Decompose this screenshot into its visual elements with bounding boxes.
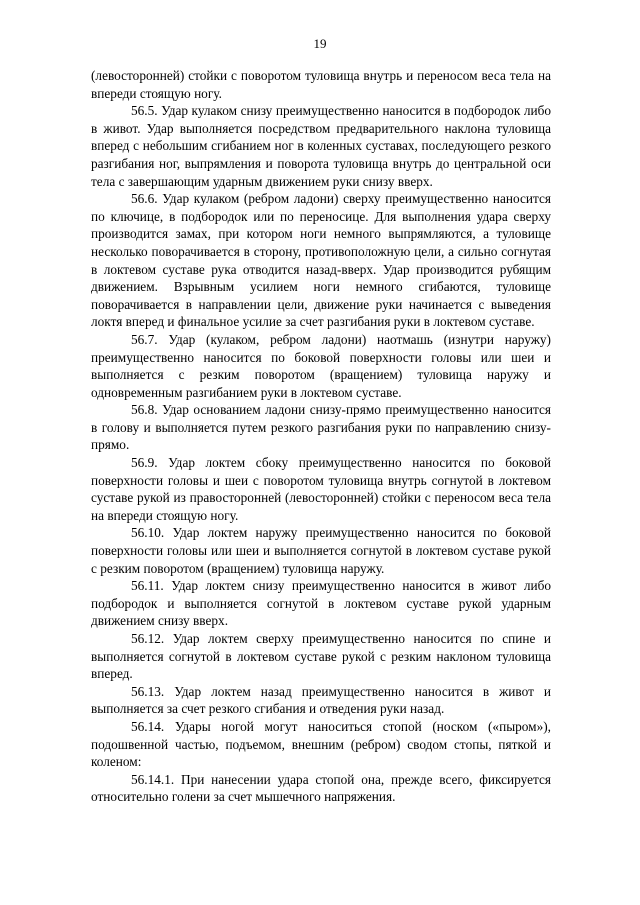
page-number: 19 <box>313 36 327 51</box>
paragraph-56-10: 56.10. Удар локтем наружу преимущественно наносится по боковой поверхности головы или шеи и выполняется согнутой в локтевом суставе рукой с резким поворотом (вращением) туловища наружу. <box>91 525 551 576</box>
paragraph-56-6: 56.6. Удар кулаком (ребром ладони) сверху преимущественно наносится по ключице, в подбородок или по переносице. Для выполнения удара сверху производится замах, при котором ноги немного выпрямляются, а туловище несколько поворачивается в сторону, противоположную цели, а сильно согнутая в локтевом суставе рука отводится назад-вверх. Удар производится рубящим движением. Взрывным усилием ноги немного сгибаются, туловище поворачивается в направлении цели, движение руки начинается с выведения локтя вперед и финальное усилие за счет разгибания руки в локтевом суставе. <box>91 191 551 330</box>
paragraph-56-14: 56.14. Удары ногой могут наноситься стопой (носком («пыром»), подошвенной частью, подъемом, внешним (ребром) сводом стопы, пяткой и коленом: <box>91 718 551 770</box>
paragraph-56-8: 56.8. Удар основанием ладони снизу-прямо преимущественно наносится в голову и выполняется путем резкого разгибания руки по направлению снизу-прямо. <box>91 402 551 453</box>
paragraph-56-7: 56.7. Удар (кулаком, ребром ладони) наотмашь (изнутри наружу) преимущественно наносится по боковой поверхности головы или шеи и выполняется с резким поворотом (вращением) туловища наружу и одновременным разгибанием руки в локтевом суставе. <box>91 331 551 400</box>
paragraph-56-12: 56.12. Удар локтем сверху преимущественно наносится по спине и выполняется согнутой в локтевом суставе рукой с резким наклоном туловища вперед. <box>91 631 551 682</box>
paragraph-continuation: (левосторонней) стойки с поворотом туловища внутрь и переносом веса тела на впереди стоящую ногу. <box>91 68 551 101</box>
paragraph-56-13: 56.13. Удар локтем назад преимущественно наносится в живот и выполняется за счет резкого сгибания и отведения руки назад. <box>91 683 551 717</box>
paragraph-56-14-1: 56.14.1. При нанесении удара стопой она, прежде всего, фиксируется относительно голени за счет мышечного напряжения. <box>91 771 551 805</box>
paragraph-56-11: 56.11. Удар локтем снизу преимущественно наносится в живот либо подбородок и выполняется согнутой в локтевом суставе рукой ударным движением снизу вверх. <box>91 578 551 629</box>
paragraph-56-5: 56.5. Удар кулаком снизу преимущественно наносится в подбородок либо в живот. Удар выполняется посредством предварительного наклона туловища вперед с небольшим сгибанием ног в коленных суставах, последующего резкого разгибания ног, выпрямления и поворота туловища внутрь до центральной оси тела с завершающим ударным движением руки снизу вверх. <box>91 103 551 189</box>
body-text <box>91 67 551 806</box>
paragraph-56-9: 56.9. Удар локтем сбоку преимущественно наносится по боковой поверхности головы и шеи с поворотом туловища внутрь согнутой в локтевом суставе рукой из правосторонней (левосторонней) стойки с переносом веса тела на впереди стоящую ногу. <box>91 455 551 523</box>
